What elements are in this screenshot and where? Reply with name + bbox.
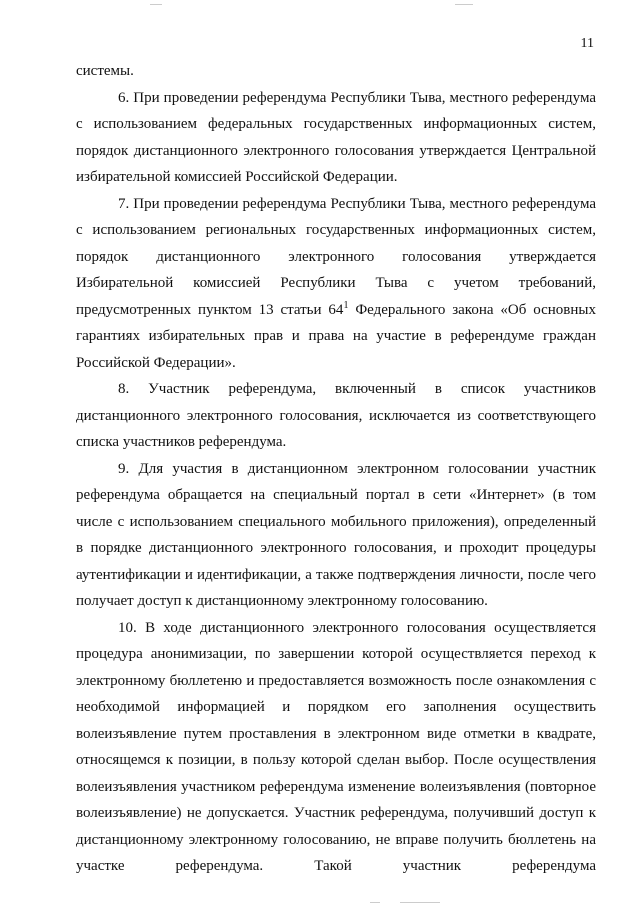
scan-artifact [400,902,440,903]
article-superscript: 1 [343,299,349,311]
scan-artifact [370,902,380,903]
paragraph-continuation: системы. [76,63,134,79]
document-body [76,58,596,880]
scan-artifact [150,4,162,5]
paragraph-9: 9. Для участия в дистанционном электронном голосовании участник референдума обращается на специальный портал в сети «Интернет» (в том числе с использованием специального мобильного приложения), определенный в порядке дистанционного электронного голосования, и проходит процедуры аутентификации и идентификации, а также подтверждения личности, после чего получает доступ к дистанционному электронному голосованию. [76,460,596,609]
page-number: 11 [580,36,594,51]
paragraph-7 [76,191,596,377]
paragraph-7-text-start: 7. При проведении референдума Республики Тыва, местного референдума с использованием региональных государственных информационных систем, порядок дистанционного электронного голосования утверждается Избирательной комиссией Республики Тыва с учетом требований, предусмотренных пунктом 13 статьи 64 [76,195,596,318]
paragraph-6: 6. При проведении референдума Республики Тыва, местного референдума с использованием федеральных государственных информационных систем, порядок дистанционного электронного голосования утверждается Центральной избирательной комиссией Российской Федерации. [76,89,596,185]
scan-artifact [455,4,473,5]
paragraph-8: 8. Участник референдума, включенный в список участников дистанционного электронного голосования, исключается из соответствующего списка участников референдума. [76,381,596,450]
paragraph-7-text-end: Федерального закона «Об основных гарантиях избирательных прав и права на участие в референдуме граждан Российской Федерации». [76,301,596,371]
paragraph-10: 10. В ходе дистанционного электронного голосования осуществляется процедура анонимизации, по завершении которой осуществляется переход к электронному бюллетеню и предоставляется возможность после ознакомления с необходимой информацией и порядком его заполнения осуществить волеизъявление путем проставления в электронном виде отметки в квадрате, относящемся к позиции, в пользу которой сделан выбор. После осуществления волеизъявления участником референдума изменение волеизъявления (повторное волеизъявление) не допускается. Участник референдума, получивший доступ к дистанционному электронному голосованию, не вправе получить бюллетень на участке референдума. Такой участник референдума [76,619,596,874]
